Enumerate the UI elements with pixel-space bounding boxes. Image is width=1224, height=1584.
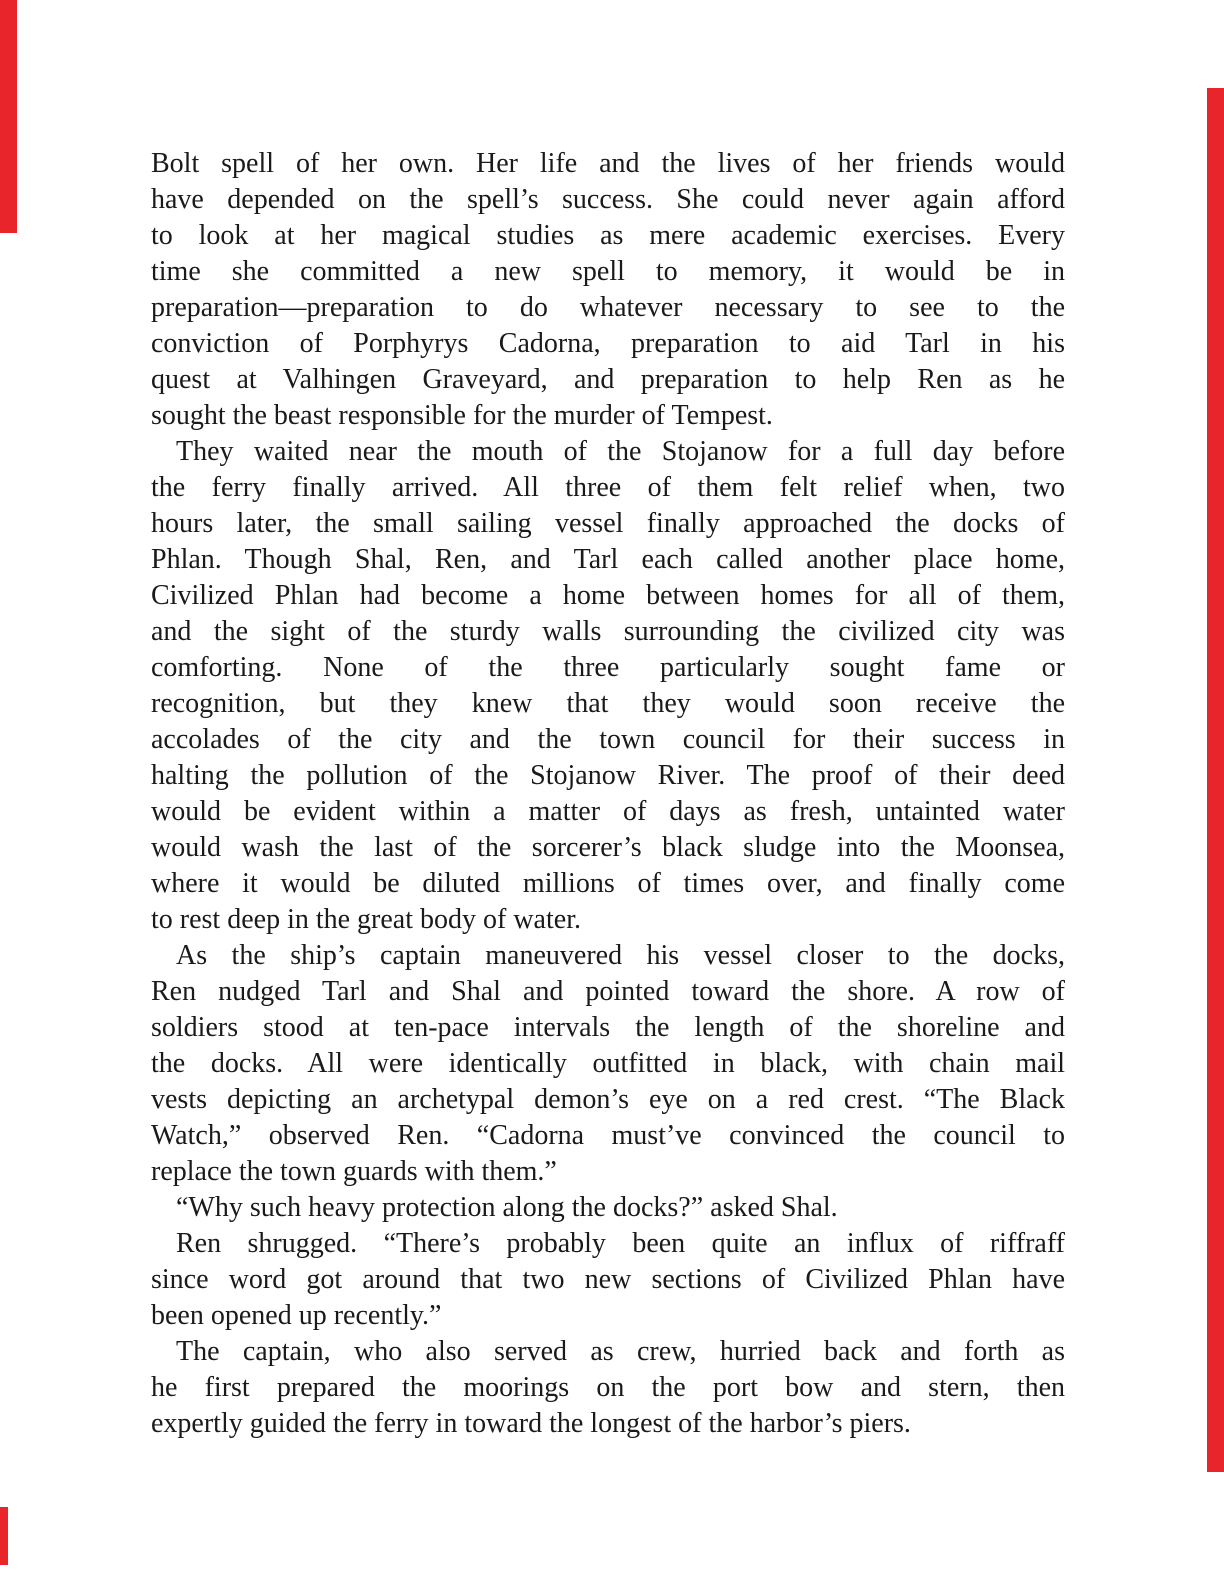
text-line: Civilized Phlan had become a home between homes for all of them,: [151, 580, 1065, 611]
text-line: to rest deep in the great body of water.: [151, 904, 581, 935]
text-line: halting the pollution of the Stojanow River. The proof of their deed: [151, 760, 1065, 791]
text-line: accolades of the city and the town council for their success in: [151, 724, 1065, 755]
text-line: vests depicting an archetypal demon’s eye on a red crest. “The Black: [151, 1084, 1065, 1115]
text-line: and the sight of the sturdy walls surrounding the civilized city was: [151, 616, 1065, 647]
text-line: to look at her magical studies as mere academic exercises. Every: [151, 220, 1065, 251]
page-edge-bleed-right: [1207, 88, 1224, 1472]
paragraph: [151, 938, 1065, 1190]
text-line: Watch,” observed Ren. “Cadorna must’ve convinced the council to: [151, 1120, 1065, 1151]
paragraph: [151, 1190, 1065, 1226]
text-line: Phlan. Though Shal, Ren, and Tarl each called another place home,: [151, 544, 1065, 575]
text-line: expertly guided the ferry in toward the longest of the harbor’s piers.: [151, 1408, 911, 1439]
text-line: time she committed a new spell to memory, it would be in: [151, 256, 1065, 287]
text-line: comforting. None of the three particularly sought fame or: [151, 652, 1065, 683]
text-line: been opened up recently.”: [151, 1300, 442, 1331]
text-line: he first prepared the moorings on the port bow and stern, then: [151, 1372, 1065, 1403]
paragraph: [151, 146, 1065, 434]
text-line: preparation—preparation to do whatever necessary to see to the: [151, 292, 1065, 323]
text-line: the docks. All were identically outfitted in black, with chain mail: [151, 1048, 1065, 1079]
text-line: replace the town guards with them.”: [151, 1156, 557, 1187]
text-line: have depended on the spell’s success. She could never again afford: [151, 184, 1065, 215]
paragraph: [151, 434, 1065, 938]
text-line: “Why such heavy protection along the docks?” asked Shal.: [176, 1192, 838, 1223]
page-text: [151, 146, 1065, 1442]
text-line: where it would be diluted millions of times over, and finally come: [151, 868, 1065, 899]
text-line: As the ship’s captain maneuvered his vessel closer to the docks,: [176, 940, 1065, 971]
text-line: Bolt spell of her own. Her life and the lives of her friends would: [151, 148, 1065, 179]
text-line: Ren shrugged. “There’s probably been quite an influx of riffraff: [176, 1228, 1065, 1259]
text-line: recognition, but they knew that they would soon receive the: [151, 688, 1065, 719]
text-line: quest at Valhingen Graveyard, and preparation to help Ren as he: [151, 364, 1065, 395]
page-edge-bleed-top-left: [0, 0, 17, 233]
paragraph: [151, 1226, 1065, 1334]
paragraph: [151, 1334, 1065, 1442]
text-line: sought the beast responsible for the murder of Tempest.: [151, 400, 773, 431]
text-line: since word got around that two new sections of Civilized Phlan have: [151, 1264, 1065, 1295]
text-line: would wash the last of the sorcerer’s black sludge into the Moonsea,: [151, 832, 1065, 863]
text-line: soldiers stood at ten-pace intervals the length of the shoreline and: [151, 1012, 1065, 1043]
text-line: The captain, who also served as crew, hurried back and forth as: [176, 1336, 1065, 1367]
text-line: hours later, the small sailing vessel finally approached the docks of: [151, 508, 1065, 539]
text-line: Ren nudged Tarl and Shal and pointed toward the shore. A row of: [151, 976, 1065, 1007]
text-line: They waited near the mouth of the Stojanow for a full day before: [176, 436, 1065, 467]
text-line: the ferry finally arrived. All three of them felt relief when, two: [151, 472, 1065, 503]
page-edge-bleed-bottom-left: [0, 1507, 8, 1565]
text-line: would be evident within a matter of days as fresh, untainted water: [151, 796, 1065, 827]
text-line: conviction of Porphyrys Cadorna, preparation to aid Tarl in his: [151, 328, 1065, 359]
